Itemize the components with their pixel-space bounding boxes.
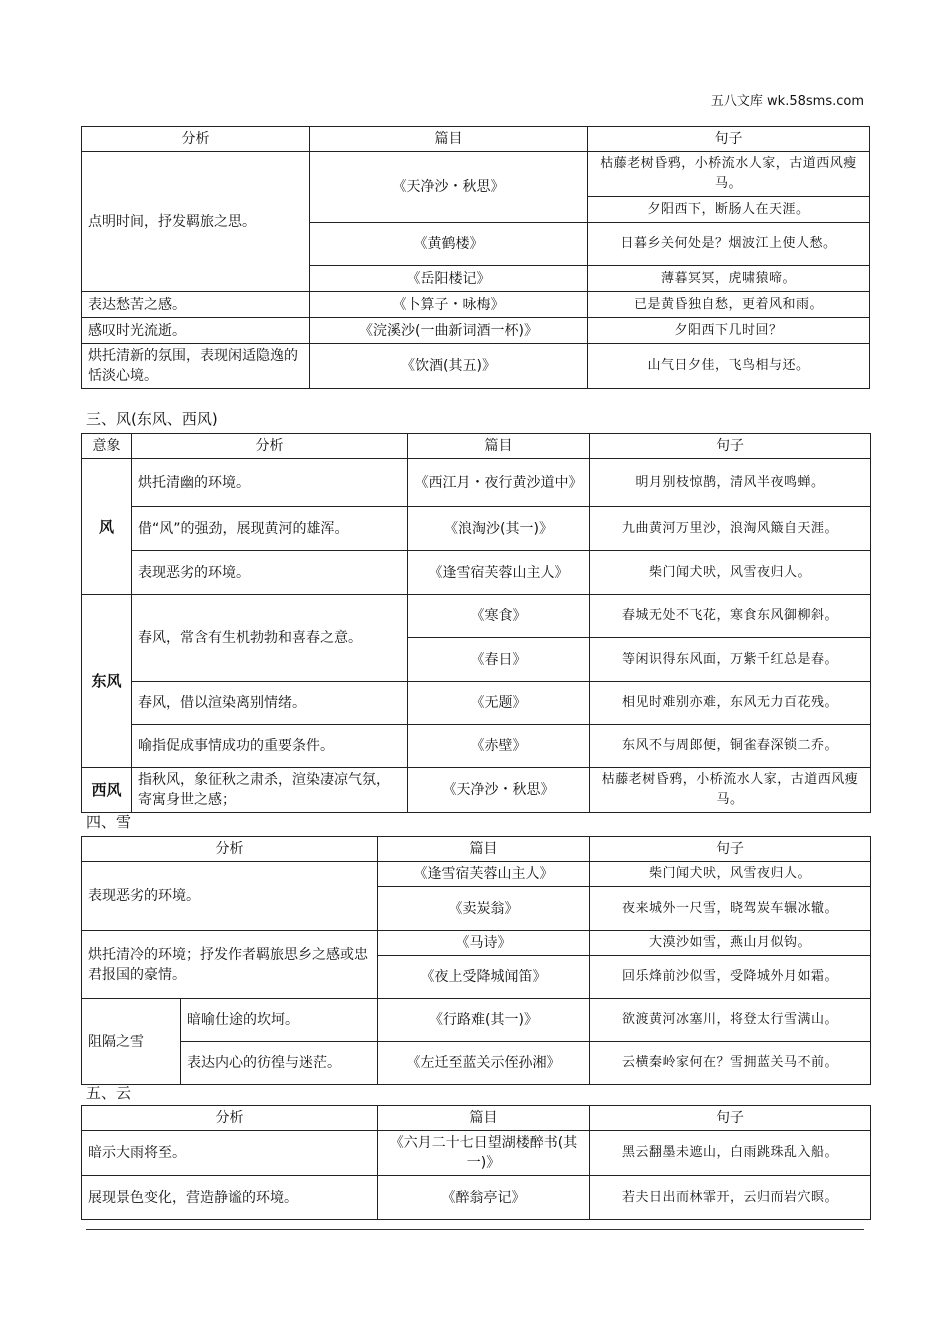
sentence-cell: 春城无处不飞花，寒食东风御柳斜。 xyxy=(590,595,871,638)
analysis-cell: 烘托清冷的环境；抒发作者羁旅思乡之感或忠君报国的豪情。 xyxy=(82,931,378,999)
title-cell: 《岳阳楼记》 xyxy=(310,266,588,292)
title-cell: 《卖炭翁》 xyxy=(378,887,590,931)
section-title-wind: 三、风(东风、西风) xyxy=(86,410,218,428)
sentence-cell: 明月别枝惊鹊，清风半夜鸣蝉。 xyxy=(590,459,871,507)
col-header-analysis: 分析 xyxy=(82,127,310,152)
col-header-title: 篇目 xyxy=(408,434,590,459)
table-row xyxy=(82,292,870,318)
sentence-cell: 大漠沙如雪，燕山月似钩。 xyxy=(590,931,871,956)
table-time-imagery xyxy=(81,126,870,389)
sentence-cell: 云横秦岭家何在？雪拥蓝关马不前。 xyxy=(590,1042,871,1085)
table-header-row xyxy=(82,837,871,862)
image-label-dongfeng: 东风 xyxy=(82,595,132,768)
table-row xyxy=(82,507,871,551)
title-cell: 《逢雪宿芙蓉山主人》 xyxy=(378,862,590,887)
sentence-cell: 柴门闻犬吠，风雪夜归人。 xyxy=(590,551,871,595)
footer-rule xyxy=(86,1229,864,1230)
table-row xyxy=(82,999,871,1042)
sentence-cell: 欲渡黄河冰塞川，将登太行雪满山。 xyxy=(590,999,871,1042)
title-cell: 《浪淘沙(其一)》 xyxy=(408,507,590,551)
title-cell: 《天净沙・秋思》 xyxy=(310,152,588,223)
analysis-cell: 喻指促成事情成功的重要条件。 xyxy=(132,725,408,768)
table-header-row xyxy=(82,127,870,152)
analysis-cell: 烘托清幽的环境。 xyxy=(132,459,408,507)
title-cell: 《寒食》 xyxy=(408,595,590,638)
analysis-cell: 点明时间，抒发羁旅之思。 xyxy=(82,152,310,292)
sentence-cell: 夜来城外一尺雪，晓驾炭车辗冰辙。 xyxy=(590,887,871,931)
sentence-cell: 枯藤老树昏鸦，小桥流水人家，古道西风瘦马。 xyxy=(590,768,871,813)
table-row xyxy=(82,459,871,507)
table-row xyxy=(82,551,871,595)
title-cell: 《春日》 xyxy=(408,638,590,682)
table-header-row xyxy=(82,1106,871,1131)
sentence-cell: 已是黄昏独自愁，更着风和雨。 xyxy=(588,292,870,318)
table-row xyxy=(82,1131,871,1176)
sentence-cell: 黑云翻墨未遮山，白雨跳珠乱入船。 xyxy=(590,1131,871,1176)
sentence-cell: 柴门闻犬吠，风雪夜归人。 xyxy=(590,862,871,887)
title-cell: 《赤壁》 xyxy=(408,725,590,768)
analysis-cell: 展现景色变化，营造静谧的环境。 xyxy=(82,1176,378,1220)
col-header-sentence: 句子 xyxy=(590,837,871,862)
col-header-sentence: 句子 xyxy=(588,127,870,152)
analysis-cell: 表现恶劣的环境。 xyxy=(82,862,378,931)
title-cell: 《无题》 xyxy=(408,682,590,725)
col-header-title: 篇目 xyxy=(378,837,590,862)
sentence-cell: 枯藤老树昏鸦，小桥流水人家，古道西风瘦马。 xyxy=(588,152,870,197)
title-cell: 《西江月・夜行黄沙道中》 xyxy=(408,459,590,507)
image-label-feng: 风 xyxy=(82,459,132,595)
image-label-xifeng: 西风 xyxy=(82,768,132,813)
table-row xyxy=(82,862,871,887)
title-cell: 《卜算子・咏梅》 xyxy=(310,292,588,318)
analysis-cell: 借“风”的强劲，展现黄河的雄浑。 xyxy=(132,507,408,551)
sentence-cell: 日暮乡关何处是？烟波江上使人愁。 xyxy=(588,223,870,266)
title-cell: 《逢雪宿芙蓉山主人》 xyxy=(408,551,590,595)
sentence-cell: 若夫日出而林霏开，云归而岩穴暝。 xyxy=(590,1176,871,1220)
sentence-cell: 回乐烽前沙似雪，受降城外月如霜。 xyxy=(590,956,871,999)
table-row xyxy=(82,725,871,768)
col-header-image: 意象 xyxy=(82,434,132,459)
section-title-cloud: 五、云 xyxy=(86,1084,132,1102)
title-cell: 《醉翁亭记》 xyxy=(378,1176,590,1220)
analysis-cell: 感叹时光流逝。 xyxy=(82,318,310,344)
title-cell: 《浣溪沙(一曲新词酒一杯)》 xyxy=(310,318,588,344)
analysis-group-label: 阻隔之雪 xyxy=(82,999,181,1085)
table-row xyxy=(82,152,870,197)
col-header-sentence: 句子 xyxy=(590,1106,871,1131)
analysis-cell: 烘托清新的氛围，表现闲适隐逸的恬淡心境。 xyxy=(82,344,310,389)
sentence-cell: 夕阳西下几时回？ xyxy=(588,318,870,344)
table-wind-imagery xyxy=(81,433,871,813)
analysis-cell: 暗喻仕途的坎坷。 xyxy=(181,999,378,1042)
sentence-cell: 薄暮冥冥，虎啸猿啼。 xyxy=(588,266,870,292)
title-cell: 《夜上受降城闻笛》 xyxy=(378,956,590,999)
site-header: 五八文库 wk.58sms.com xyxy=(710,94,864,109)
col-header-title: 篇目 xyxy=(378,1106,590,1131)
title-cell: 《左迁至蓝关示侄孙湘》 xyxy=(378,1042,590,1085)
table-row xyxy=(82,1176,871,1220)
table-row xyxy=(82,344,870,389)
sentence-cell: 相见时难别亦难，东风无力百花残。 xyxy=(590,682,871,725)
analysis-cell: 表现恶劣的环境。 xyxy=(132,551,408,595)
sentence-cell: 九曲黄河万里沙，浪淘风簸自天涯。 xyxy=(590,507,871,551)
analysis-cell: 春风，常含有生机勃勃和喜春之意。 xyxy=(132,595,408,682)
col-header-title: 篇目 xyxy=(310,127,588,152)
table-row xyxy=(82,768,871,813)
title-cell: 《黄鹤楼》 xyxy=(310,223,588,266)
table-row xyxy=(82,595,871,638)
col-header-analysis: 分析 xyxy=(82,837,378,862)
title-cell: 《马诗》 xyxy=(378,931,590,956)
col-header-analysis: 分析 xyxy=(132,434,408,459)
analysis-cell: 指秋风，象征秋之肃杀，渲染凄凉气氛，寄寓身世之感； xyxy=(132,768,408,813)
table-row xyxy=(82,318,870,344)
table-cloud-imagery xyxy=(81,1105,871,1220)
analysis-cell: 表达内心的彷徨与迷茫。 xyxy=(181,1042,378,1085)
title-cell: 《六月二十七日望湖楼醉书(其一)》 xyxy=(378,1131,590,1176)
table-row xyxy=(82,931,871,956)
analysis-cell: 表达愁苦之感。 xyxy=(82,292,310,318)
table-header-row xyxy=(82,434,871,459)
analysis-cell: 春风，借以渲染离别情绪。 xyxy=(132,682,408,725)
title-cell: 《饮酒(其五)》 xyxy=(310,344,588,389)
sentence-cell: 山气日夕佳，飞鸟相与还。 xyxy=(588,344,870,389)
table-snow-imagery xyxy=(81,836,871,1085)
section-title-snow: 四、雪 xyxy=(86,813,132,831)
title-cell: 《天净沙・秋思》 xyxy=(408,768,590,813)
analysis-cell: 暗示大雨将至。 xyxy=(82,1131,378,1176)
sentence-cell: 等闲识得东风面，万紫千红总是春。 xyxy=(590,638,871,682)
table-row xyxy=(82,682,871,725)
table-row xyxy=(82,1042,871,1085)
title-cell: 《行路难(其一)》 xyxy=(378,999,590,1042)
sentence-cell: 夕阳西下，断肠人在天涯。 xyxy=(588,197,870,223)
col-header-sentence: 句子 xyxy=(590,434,871,459)
sentence-cell: 东风不与周郎便，铜雀春深锁二乔。 xyxy=(590,725,871,768)
col-header-analysis: 分析 xyxy=(82,1106,378,1131)
